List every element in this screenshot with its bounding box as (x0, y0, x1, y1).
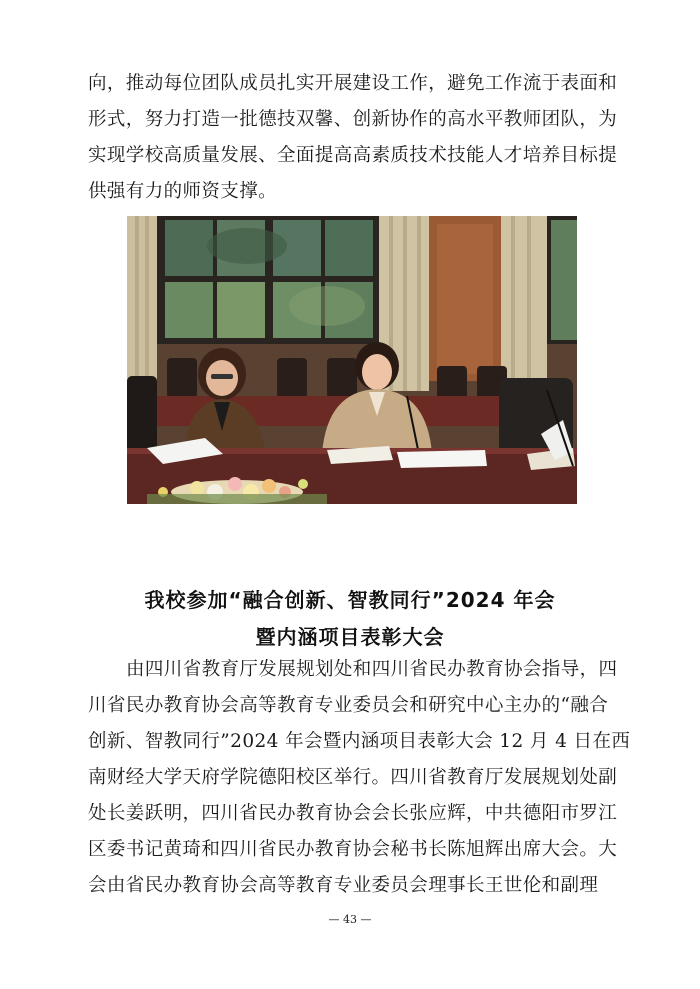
paragraph-line: 供强有力的师资支撑。 (88, 181, 278, 202)
paragraph-line: 实现学校高质量发展、全面提高高素质技术技能人才培养目标提 (88, 145, 618, 166)
paragraph-line: 处长姜跃明，四川省民办教育协会会长张应辉，中共德阳市罗江 (88, 803, 618, 824)
paragraph-line: 创新、智教同行”2024 年会暨内涵项目表彰大会 12 月 4 日在西 (88, 731, 631, 752)
paragraph-line: 向，推动每位团队成员扎实开展建设工作，避免工作流于表面和 (88, 73, 618, 94)
meeting-photo-illustration (127, 216, 577, 504)
top-paragraph (88, 66, 616, 210)
paragraph-line: 会由省民办教育协会高等教育专业委员会理事长王世伦和副理 (88, 875, 599, 896)
article-title-line-1: 我校参加“融合创新、智教同行”2024 年会 (144, 588, 556, 612)
meeting-photo (127, 216, 577, 504)
page-number: — 43 — (328, 913, 372, 926)
paragraph-line: 由四川省教育厅发展规划处和四川省民办教育协会指导，四 (126, 659, 618, 680)
paragraph-line: 川省民办教育协会高等教育专业委员会和研究中心主办的“融合 (88, 695, 609, 716)
paragraph-line: 形式，努力打造一批德技双馨、创新协作的高水平教师团队，为 (88, 109, 618, 130)
paragraph-line: 南财经大学天府学院德阳校区举行。四川省教育厅发展规划处副 (88, 767, 618, 788)
paragraph-line: 区委书记黄琦和四川省民办教育协会秘书长陈旭辉出席大会。大 (88, 839, 618, 860)
article-body (88, 652, 631, 904)
article-title-line-2: 暨内涵项目表彰大会 (255, 625, 445, 649)
